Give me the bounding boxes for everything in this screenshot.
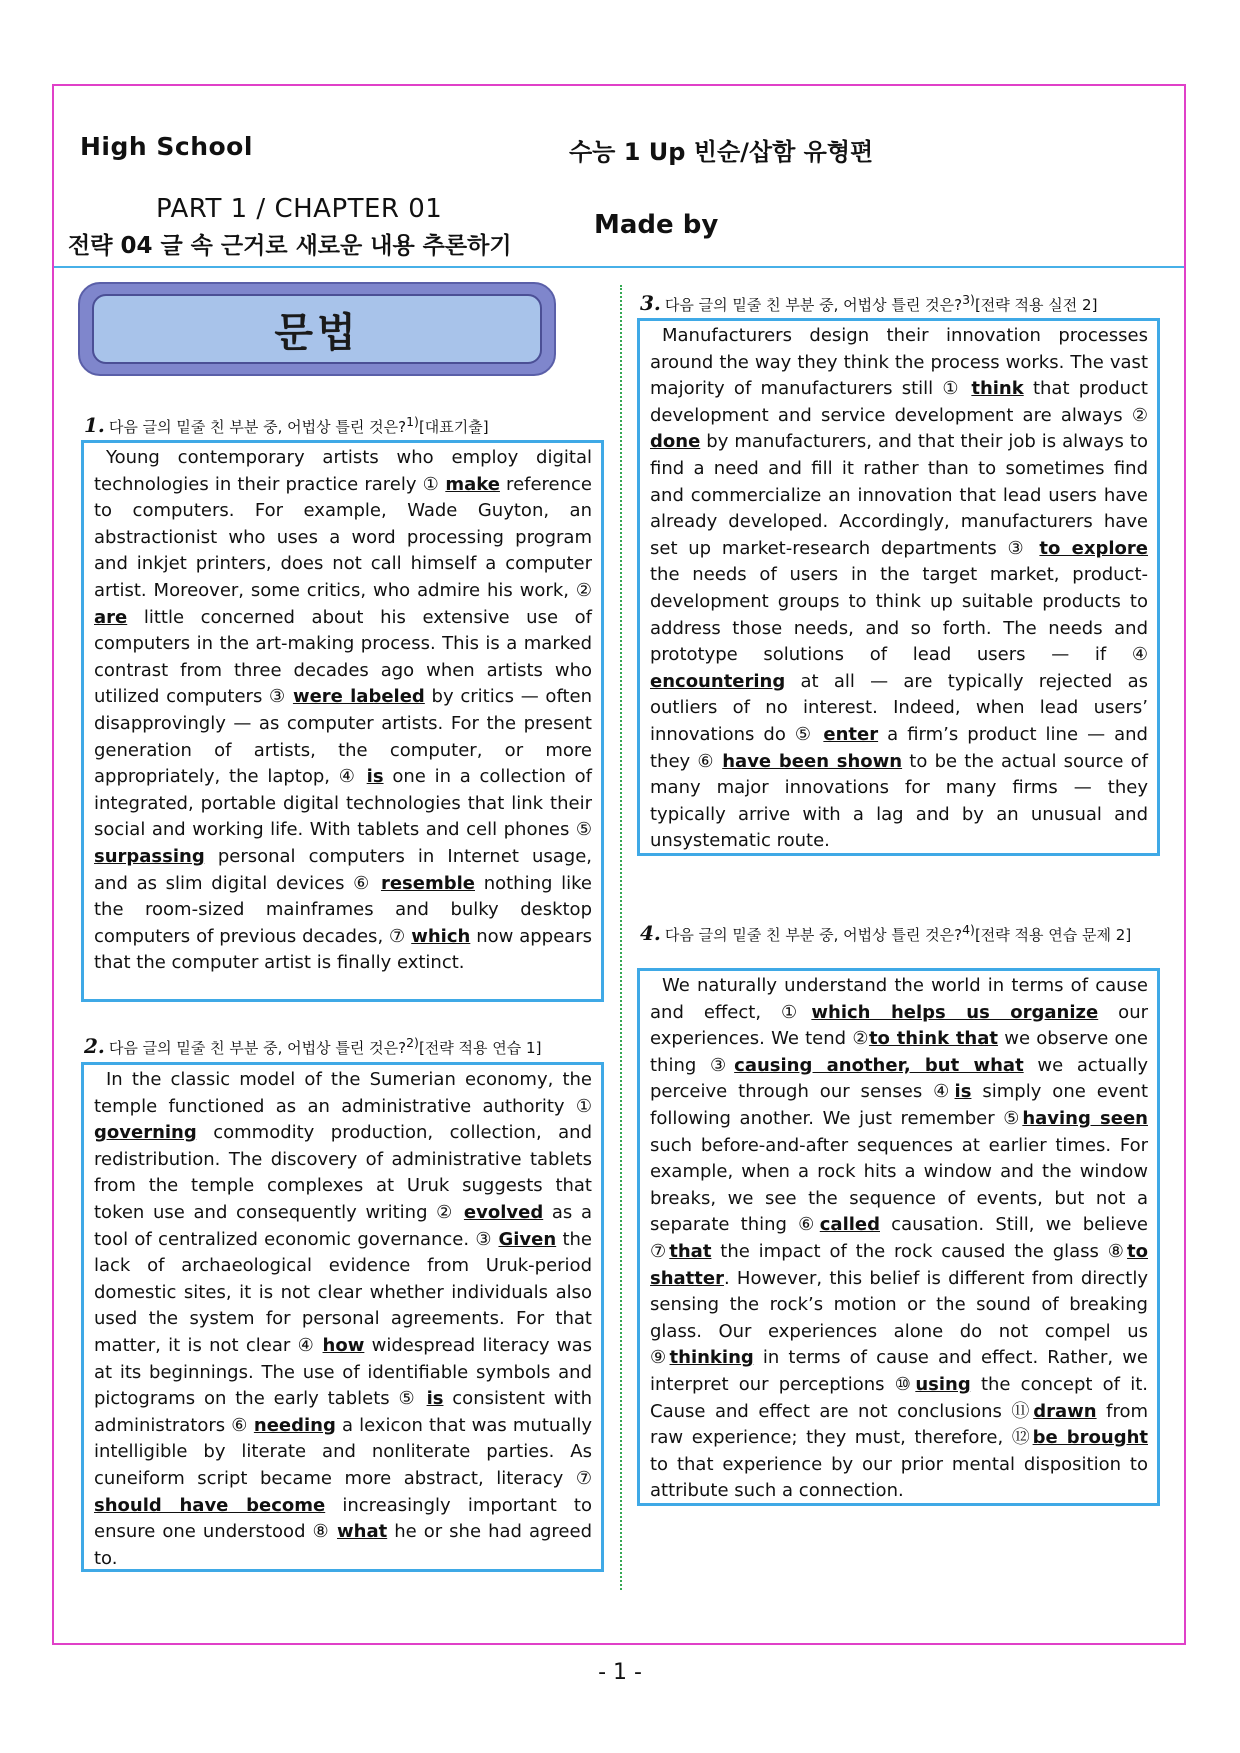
passage-segment: now appears that the computer artist is finally extinct. <box>94 925 592 974</box>
passage-segment: little concerned about his extensive use of computers in the art-making process. This is a marked contrast from three decades ago when artists who utilized computers ③ <box>94 606 592 708</box>
underlined-choice: which <box>411 925 471 947</box>
passage-segment: increasingly important to ensure one understood ⑧ <box>94 1494 592 1543</box>
underlined-choice: to think that <box>868 1028 999 1050</box>
underlined-choice: were labeled <box>292 686 425 708</box>
passage-segment: from raw experience; they must, therefore, ⑫ <box>650 1400 1148 1449</box>
passage-segment: we observe one thing ③ <box>650 1028 1148 1076</box>
question-tag: [대표기출] <box>418 418 489 436</box>
passage-text <box>650 973 1148 1505</box>
underlined-choice: what <box>337 1521 388 1543</box>
underlined-choice: needing <box>253 1414 336 1436</box>
underlined-choice: evolved <box>463 1201 544 1223</box>
passage-segment: In the classic model of the Sumerian economy, the temple functioned as an administrative authority ① <box>94 1069 592 1117</box>
passage-segment: we actually perceive through our senses ④ <box>650 1054 1148 1103</box>
question-number: 1. <box>84 413 105 437</box>
underlined-choice: which helps us organize <box>811 1001 1099 1023</box>
passage-segment: causation. Still, we believe ⑦ <box>650 1214 1148 1262</box>
underlined-choice: using <box>915 1373 971 1395</box>
underlined-choice: is <box>426 1388 444 1410</box>
strategy-title: 전략 04 글 속 근거로 새로운 내용 추론하기 <box>68 233 512 259</box>
question-number: 4. <box>640 921 661 945</box>
passage-segment: our experiences. We tend ② <box>650 1001 1149 1050</box>
passage-segment: one in a collection of integrated, portable digital technologies that link their social and working life. With tablets and cell phones ⑤ <box>94 766 592 841</box>
underlined-choice: thinking <box>669 1347 754 1369</box>
passage-segment: he or she had agreed to. <box>94 1521 592 1569</box>
passage-segment: simply one event following another. We just remember ⑤ <box>650 1081 1149 1129</box>
underlined-choice: resemble <box>380 872 475 894</box>
question-tag: [전략 적용 연습 문제 2] <box>974 926 1132 944</box>
question-4-label <box>640 920 1160 945</box>
section-banner-inner <box>92 294 542 364</box>
passage-segment: by critics — often disapprovingly — as computer artists. For the present generation of artists, the computer, or more appropriately, the laptop, ④ <box>94 686 593 788</box>
underlined-choice: to shatter <box>650 1240 1148 1289</box>
underlined-choice: is <box>366 766 384 788</box>
school-label: High School <box>80 132 253 161</box>
question-3-label <box>640 290 1160 315</box>
passage-segment: widespread literacy was at its beginnings. The use of identifiable symbols and pictograms on the early tablets ⑤ <box>94 1334 592 1410</box>
question-prompt: 다음 글의 밑줄 친 부분 중, 어법상 틀린 것은? <box>108 418 407 436</box>
passage-segment: We naturally understand the world in terms of cause and effect, ① <box>650 975 1148 1023</box>
passage-segment: the impact of the rock caused the glass ⑧ <box>711 1240 1128 1262</box>
underlined-choice: drawn <box>1033 1400 1097 1422</box>
underlined-choice: Given <box>498 1228 557 1250</box>
question-prompt: 다음 글의 밑줄 친 부분 중, 어법상 틀린 것은? <box>664 926 963 944</box>
passage-segment: at all — are typically rejected as outliers of no interest. Indeed, when lead users’ innovations do ⑤ <box>650 670 1148 745</box>
underlined-choice: be brought <box>1032 1427 1149 1449</box>
passage-segment: that product development and service development are always ② <box>650 378 1148 426</box>
section-banner <box>78 282 556 376</box>
underlined-choice: are <box>94 606 128 628</box>
underlined-choice: causing another, but what <box>734 1054 1024 1076</box>
passage-segment: in terms of cause and effect. Rather, we interpret our perceptions ⑩ <box>650 1347 1149 1395</box>
underlined-choice: how <box>322 1334 365 1356</box>
underlined-choice: surpassing <box>94 845 205 867</box>
question-3-passage <box>637 318 1160 856</box>
made-by-label: Made by <box>594 210 719 240</box>
section-title: 문법 <box>274 309 360 356</box>
question-1-passage <box>81 440 604 1002</box>
passage-segment: Manufacturers design their innovation processes around the way they think the process works. The vast majority of manufacturers still ① <box>650 325 1148 400</box>
passage-segment: the lack of archaeological evidence from Uruk-period domestic sites, it is not clear whether individuals also used the system for personal agreements. For that matter, it is not clear ④ <box>94 1228 593 1356</box>
passage-segment: a firm’s product line — and they ⑥ <box>650 723 1148 772</box>
question-tag: [전략 적용 실전 2] <box>974 296 1098 314</box>
underlined-choice: that <box>669 1240 712 1262</box>
passage-segment: nothing like the room-sized mainframes and bulky desktop computers of previous decades, ⑦ <box>94 872 592 947</box>
question-number: 2. <box>84 1034 105 1058</box>
footnote-ref: 3) <box>962 292 975 307</box>
passage-segment: as a tool of centralized economic governance. ③ <box>94 1201 592 1250</box>
question-2-label <box>84 1033 604 1058</box>
passage-segment: personal computers in Internet usage, and as slim digital devices ⑥ <box>94 845 592 894</box>
passage-segment: the concept of it. Cause and effect are not conclusions ⑪ <box>650 1373 1148 1422</box>
question-number: 3. <box>640 291 661 315</box>
underlined-choice: to explore <box>1039 537 1149 559</box>
question-prompt: 다음 글의 밑줄 친 부분 중, 어법상 틀린 것은? <box>108 1039 407 1057</box>
passage-segment: commodity production, collection, and redistribution. The discovery of administrative tablets from the temple complexes at Uruk suggests that token use and consequently writing ② <box>94 1122 592 1223</box>
underlined-choice: is <box>954 1081 972 1103</box>
column-divider <box>620 285 622 1590</box>
underlined-choice: think <box>971 378 1024 400</box>
part-chapter: PART 1 / CHAPTER 01 <box>156 194 443 224</box>
question-1-label <box>84 412 604 437</box>
passage-text <box>94 1067 592 1572</box>
passage-segment: such before-and-after sequences at earlier times. For example, when a rock hits a window and the window breaks, we see the sequence of events, but not a separate thing ⑥ <box>650 1134 1148 1236</box>
footnote-ref: 1) <box>406 414 419 429</box>
underlined-choice: called <box>819 1214 880 1236</box>
series-title: 수능 1 Up 빈순/삽함 유형편 <box>569 138 874 166</box>
underlined-choice: enter <box>823 723 879 745</box>
passage-segment: the needs of users in the target market, product-development groups to think up suitable products to address those needs, and so forth. The needs and prototype solutions of lead users — if ④ <box>650 564 1148 666</box>
passage-segment: consistent with administrators ⑥ <box>94 1388 592 1436</box>
underlined-choice: done <box>650 431 701 453</box>
page-number: - 1 - <box>598 1660 642 1685</box>
underlined-choice: having seen <box>1022 1107 1148 1129</box>
header-divider <box>54 266 1184 268</box>
underlined-choice: governing <box>94 1122 197 1144</box>
question-tag: [전략 적용 연습 1] <box>418 1039 542 1057</box>
passage-segment: a lexicon that was mutually intelligible by literate and nonliterate parties. As cuneiform script became more abstract, literacy ⑦ <box>94 1414 592 1489</box>
question-2-passage <box>81 1062 604 1572</box>
passage-text <box>94 445 592 977</box>
passage-text <box>650 323 1148 855</box>
underlined-choice: make <box>445 473 500 495</box>
underlined-choice: encountering <box>650 670 786 692</box>
question-4-passage <box>637 968 1160 1506</box>
footnote-ref: 2) <box>406 1035 419 1050</box>
passage-segment: . However, this belief is different from directly sensing the rock’s motion or the sound of breaking glass. Our experiences alone do not compel us ⑨ <box>650 1267 1148 1369</box>
passage-segment: by manufacturers, and that their job is always to find a need and fill it rather than to sometimes find and commercialize an innovation that lead users have already developed. Accordingly, manufacturers have set up market-research departments ③ <box>650 431 1148 559</box>
footnote-ref: 4) <box>962 922 975 937</box>
passage-segment: to be the actual source of many major innovations for many firms — they typically arrive with a lag and by an unusual and unsystematic route. <box>650 750 1148 852</box>
underlined-choice: should have become <box>94 1494 326 1516</box>
underlined-choice: have been shown <box>722 750 903 772</box>
question-prompt: 다음 글의 밑줄 친 부분 중, 어법상 틀린 것은? <box>664 296 963 314</box>
passage-segment: to that experience by our prior mental disposition to attribute such a connection. <box>650 1453 1148 1502</box>
passage-segment: reference to computers. For example, Wade Guyton, an abstractionist who uses a word processing program and inkjet printers, does not call himself a computer artist. Moreover, some critics, who admire his work, ② <box>94 473 593 601</box>
passage-segment: Young contemporary artists who employ digital technologies in their practice rarely ① <box>94 447 592 495</box>
